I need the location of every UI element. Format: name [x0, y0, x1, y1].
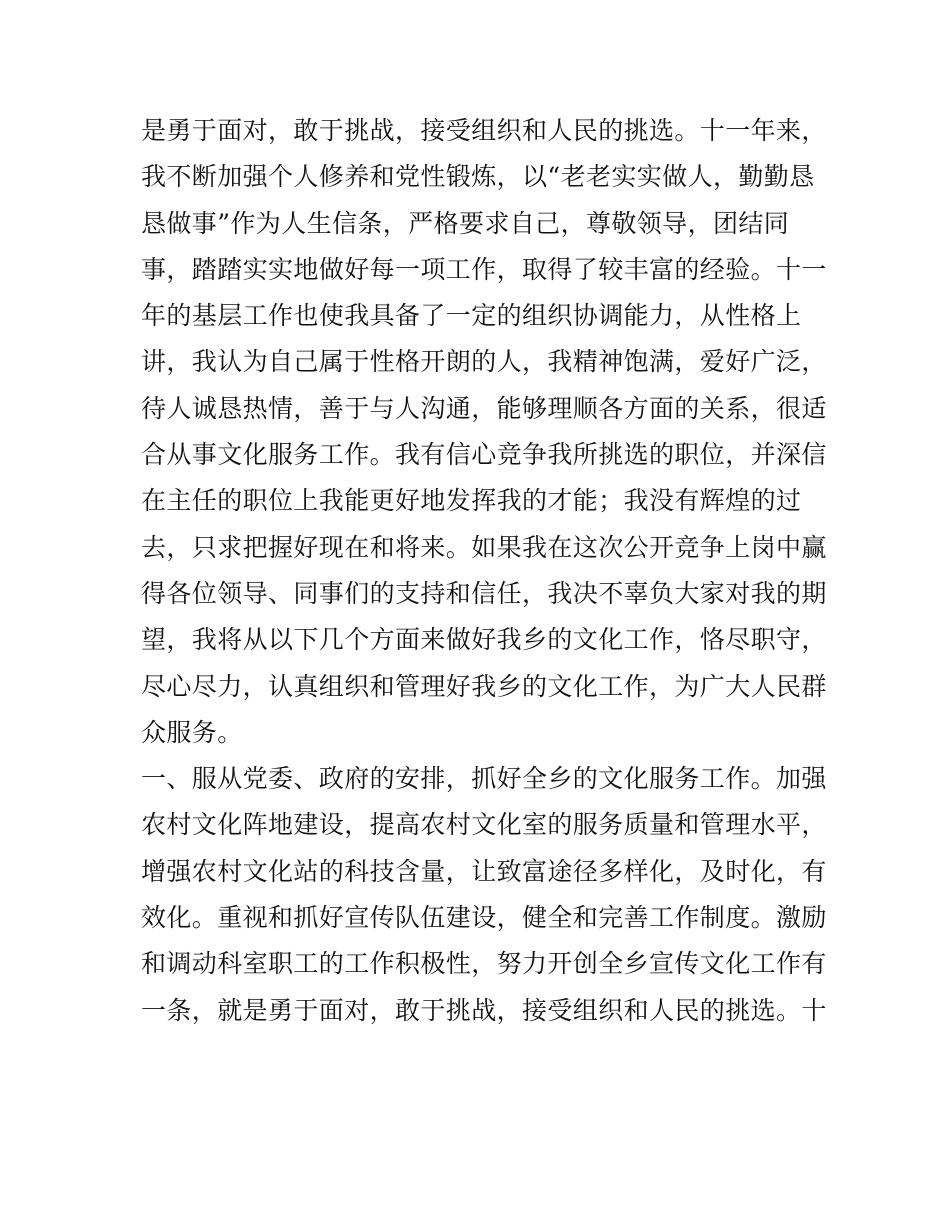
text-line: 讲，我认为自己属于性格开朗的人，我精神饱满，爱好广泛， — [141, 347, 827, 377]
text-line: 尽心尽力，认真组织和管理好我乡的文化工作，为广大人民群 — [141, 671, 827, 701]
text-line: 待人诚恳热情，善于与人沟通，能够理顺各方面的关系，很适 — [141, 393, 827, 423]
text-line: 和调动科室职工的工作积极性，努力开创全乡宣传文化工作有 — [141, 949, 827, 979]
text-line: 众服务。 — [141, 717, 243, 747]
text-line: 我不断加强个人修养和党性锻炼，以“老老实实做人，勤勤恳 — [141, 162, 815, 192]
text-line: 事，踏踏实实地做好每一项工作，取得了较丰富的经验。十一 — [141, 254, 827, 284]
text-line: 一、服从党委、政府的安排，抓好全乡的文化服务工作。加强 — [141, 764, 827, 794]
text-line: 增强农村文化站的科技含量，让致富途径多样化，及时化，有 — [141, 856, 827, 886]
text-line: 去，只求把握好现在和将来。如果我在这次公开竞争上岗中赢 — [141, 532, 827, 562]
text-line: 一条，就是勇于面对，敢于挑战，接受组织和人民的挑选。十 — [141, 995, 827, 1025]
text-line: 农村文化阵地建设，提高农村文化室的服务质量和管理水平， — [141, 810, 827, 840]
document-body — [141, 108, 827, 1034]
text-line: 是勇于面对，敢于挑战，接受组织和人民的挑选。十一年来， — [141, 116, 827, 145]
text-line: 得各位领导、同事们的支持和信任，我决不辜负大家对我的期 — [141, 578, 827, 608]
text-line: 望，我将从以下几个方面来做好我乡的文化工作，恪尽职守， — [141, 625, 827, 655]
text-line: 效化。重视和抓好宣传队伍建设，健全和完善工作制度。激励 — [141, 903, 827, 933]
text-line: 合从事文化服务工作。我有信心竞争我所挑选的职位，并深信 — [141, 440, 827, 470]
text-line: 年的基层工作也使我具备了一定的组织协调能力，从性格上 — [141, 301, 802, 331]
text-line: 在主任的职位上我能更好地发挥我的才能；我没有辉煌的过 — [141, 486, 802, 516]
text-line: 恳做事”作为人生信条，严格要求自己，尊敬领导，团结同 — [141, 208, 790, 238]
